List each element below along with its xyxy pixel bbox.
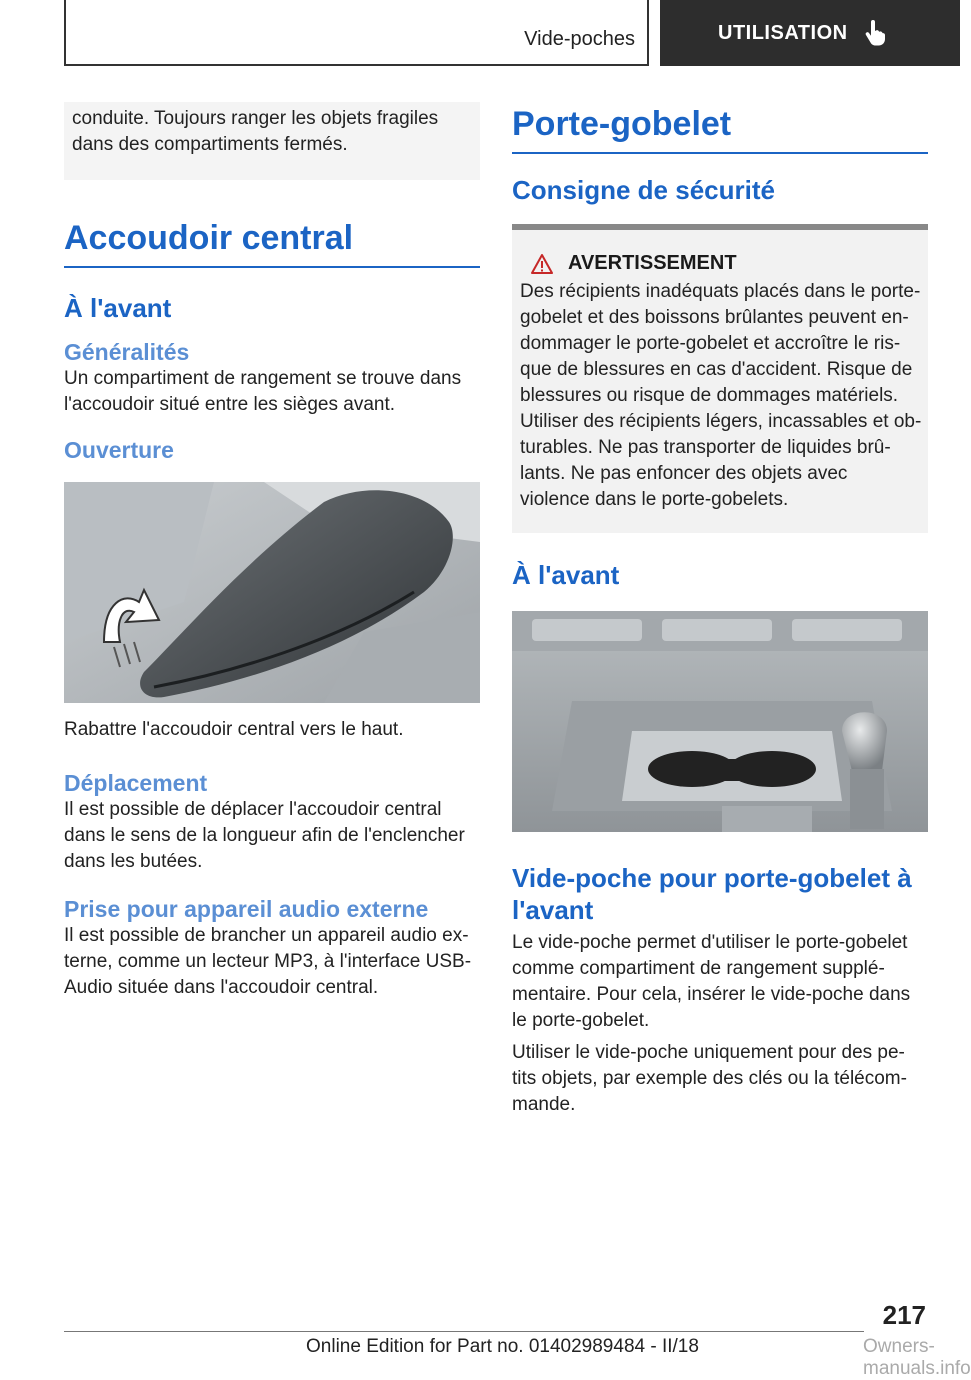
header-chapter-title: UTILISATION: [718, 21, 848, 44]
warning-box: [512, 224, 928, 533]
heading-safety: Consigne de sécurité: [512, 175, 775, 205]
footer-edition: Online Edition for Part no. 01402989484 - II/18: [306, 1336, 699, 1357]
heading-armrest: Accoudoir central: [64, 218, 480, 268]
footer-watermark: Owners-manuals.info: [863, 1336, 971, 1379]
footer-rule: [64, 1331, 864, 1332]
right-column: [512, 102, 928, 1118]
heading-insert: Vide-poche pour porte-gobelet à l'avant: [512, 863, 912, 925]
header-section-title: Vide-poches: [524, 28, 635, 50]
warning-label: AVERTISSEMENT: [568, 252, 737, 274]
header-section-box: [64, 0, 649, 66]
heading-front-left: À l'avant: [64, 293, 172, 323]
warning-text: Des récipients inadéquats placés dans le porte-gobelet et des boissons brûlantes peuvent en-dommager le porte-gobelet et accroître le ris-que de blessures en cas d'accident. Risque de blessures ou risque de dommages matériels. Utiliser des récipients légers, incassables et ob-turables. Ne pas transporter de liquides brû-lants. Ne pas enfoncer des objets avec violence dans le porte-gobelets.: [520, 281, 922, 510]
warning-triangle-icon: [530, 253, 554, 275]
heading-opening: Ouverture: [64, 437, 174, 463]
insert-text-1: Le vide-poche permet d'utiliser le porte-gobelet comme compartiment de rangement supplé-mentaire. Pour cela, insérer le vide-poche dans le porte-gobelet.: [512, 932, 911, 1031]
left-column: [64, 102, 480, 1001]
move-text: Il est possible de déplacer l'accoudoir central dans le sens de la longueur afin de l'enclencher dans les butées.: [64, 799, 465, 872]
audio-text: Il est possible de brancher un appareil audio ex-terne, comme un lecteur MP3, à l'interface USB-Audio située dans l'accoudoir central.: [64, 925, 472, 998]
heading-front-right: À l'avant: [512, 560, 620, 590]
header-chapter-tab: [660, 0, 960, 66]
page-number: 217: [882, 1300, 926, 1330]
hand-pointer-icon: [864, 20, 886, 46]
insert-text-2: Utiliser le vide-poche uniquement pour des pe-tits objets, par exemple des clés ou la télécom-mande.: [512, 1042, 907, 1115]
heading-move: Déplacement: [64, 770, 208, 796]
heading-audio: Prise pour appareil audio externe: [64, 896, 429, 922]
note-box: [64, 102, 480, 180]
general-text: Un compartiment de rangement se trouve dans l'accoudoir situé entre les sièges avant.: [64, 368, 462, 415]
note-text: conduite. Toujours ranger les objets fragiles dans des compartiments fermés.: [72, 108, 439, 155]
opening-caption: Rabattre l'accoudoir central vers le haut.: [64, 719, 404, 740]
armrest-illustration: [64, 482, 480, 703]
heading-cupholder: Porte-gobelet: [512, 104, 928, 154]
cupholder-illustration: [512, 611, 928, 832]
warning-title: [530, 252, 922, 275]
heading-general: Généralités: [64, 339, 190, 365]
